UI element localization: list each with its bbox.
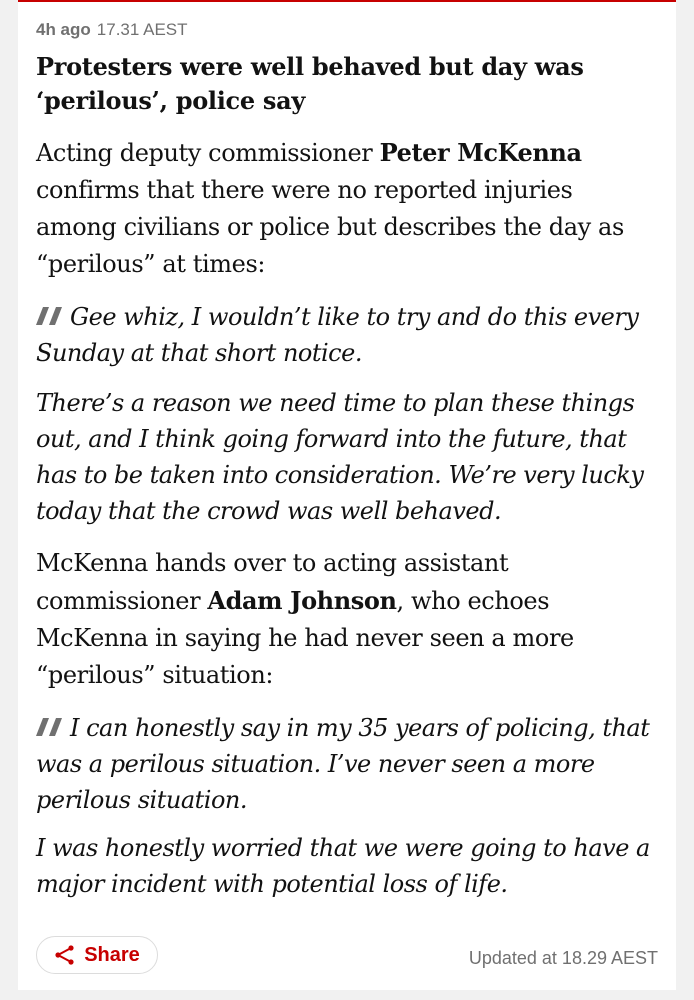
quote-icon [36, 718, 66, 736]
person-name: Peter McKenna [379, 138, 582, 167]
paragraph-mckenna [36, 134, 658, 283]
quote-text: I can honestly say in my 35 years of policing, that was a perilous situation. I’ve never seen a more perilous situation. [36, 714, 650, 814]
share-button[interactable] [36, 936, 158, 974]
quote-icon [36, 307, 66, 325]
quote-text: There’s a reason we need time to plan these things out, and I think going forward into the future, that has to be taken into consideration. We’re very lucky today that the crowd was well behaved. [36, 389, 644, 525]
quote-paragraph [36, 299, 658, 371]
updated-timestamp: Updated at 18.29 AEST [468, 948, 658, 968]
quote-paragraph [36, 830, 658, 902]
paragraph-text: , who echoes McKenna in saying he had never seen a more “perilous” situation: [36, 587, 574, 689]
paragraph-text: Acting deputy commissioner [36, 139, 380, 167]
post-headline: Protesters were well behaved but day was ‘perilous’, police say [36, 52, 584, 115]
paragraph-text: McKenna hands over to acting assistant commissioner [36, 549, 509, 615]
time-absolute: 17.31 AEST [96, 20, 188, 39]
paragraph-johnson [36, 545, 658, 694]
liveblog-post [18, 0, 676, 990]
post-timestamp[interactable] [36, 20, 658, 44]
time-relative: 4h ago [36, 20, 91, 39]
post-footer [36, 936, 658, 976]
quote-text: I was honestly worried that we were going to have a major incident with potential loss of life. [36, 834, 650, 898]
share-label: Share [84, 943, 140, 966]
paragraph-text: confirms that there were no reported injuries among civilians or police but describes the day as “perilous” at times: [36, 176, 624, 278]
quote-paragraph [36, 385, 658, 529]
quote-paragraph [36, 710, 658, 818]
person-name: Adam Johnson [207, 586, 397, 615]
share-icon [54, 944, 76, 966]
quote-text: Gee whiz, I wouldn’t like to try and do this every Sunday at that short notice. [36, 303, 639, 367]
